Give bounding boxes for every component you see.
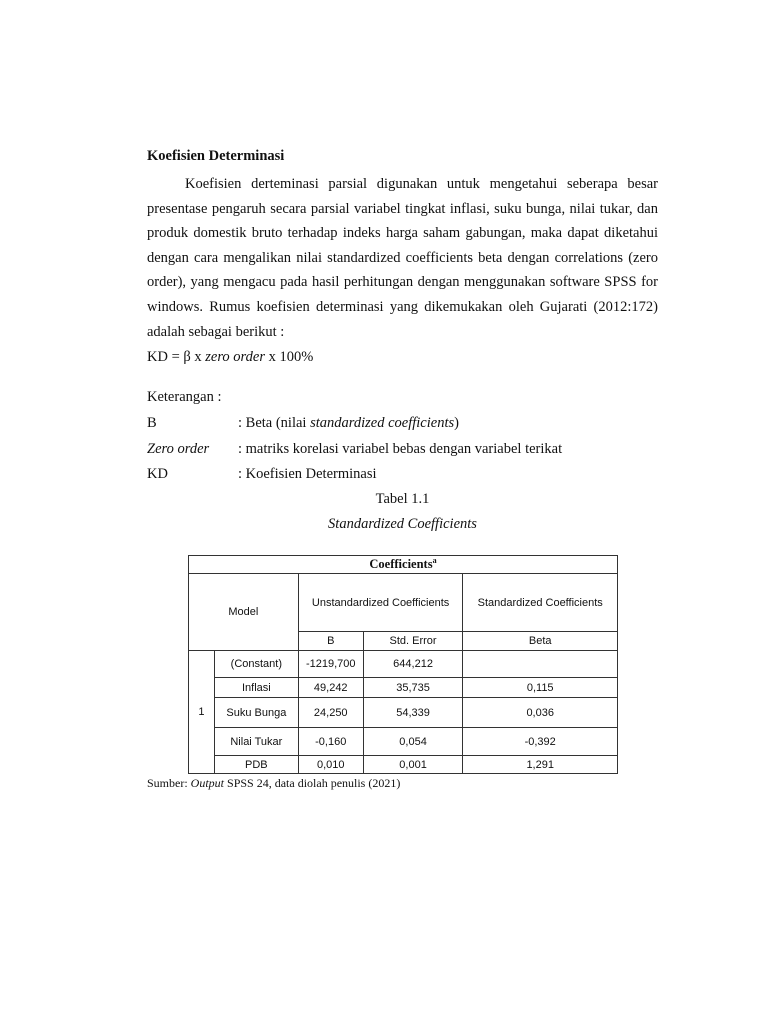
keterangan-title: Keterangan :	[147, 389, 222, 405]
model-number: 1	[189, 651, 215, 774]
row-name: Inflasi	[214, 678, 298, 698]
source-italic: Output	[190, 776, 225, 790]
row-b: 49,242	[298, 678, 363, 698]
row-beta: 0,115	[463, 678, 618, 698]
row-name: PDB	[214, 756, 298, 774]
row-std-error: 0,054	[363, 728, 463, 756]
row-beta: 0,036	[463, 698, 618, 728]
desc-suffix: )	[454, 415, 459, 431]
row-beta: -0,392	[463, 728, 618, 756]
subheader-std-error: Std. Error	[363, 632, 463, 651]
subheader-b: B	[298, 632, 363, 651]
row-b: -1219,700	[298, 651, 363, 678]
kd-formula	[147, 349, 313, 366]
table-row	[189, 678, 618, 698]
coefficients-table	[188, 555, 618, 774]
table-source	[147, 776, 400, 791]
table-title-cell	[189, 556, 618, 574]
desc-italic: standardized coefficients	[310, 415, 455, 431]
keterangan-desc: : matriks korelasi variabel bebas dengan variabel terikat	[238, 441, 563, 457]
header-standardized: Standardized Coefficients	[463, 574, 618, 632]
keterangan-term: KD	[147, 466, 168, 482]
row-b: -0,160	[298, 728, 363, 756]
table-number: Tabel 1.1	[375, 491, 430, 507]
table-row	[189, 728, 618, 756]
row-std-error: 0,001	[363, 756, 463, 774]
table-header-row	[189, 574, 618, 632]
keterangan-desc: : Koefisien Determinasi	[238, 466, 377, 482]
row-std-error: 35,735	[363, 678, 463, 698]
coefficients-title-sup: a	[432, 556, 437, 566]
table-title-row	[189, 556, 618, 574]
table-row	[189, 651, 618, 678]
table-row	[189, 756, 618, 774]
row-b: 0,010	[298, 756, 363, 774]
row-name: Nilai Tukar	[214, 728, 298, 756]
row-std-error: 644,212	[363, 651, 463, 678]
keterangan-term: B	[147, 415, 157, 431]
section-paragraph: Koefisien derteminasi parsial digunakan untuk mengetahui seberapa besar presentase pengaruh secara parsial variabel tingkat inflasi, suku bunga, nilai tukar, dan produk domestik bruto terhadap indeks harga saham gabungan, maka dapat diketahui dengan cara mengalikan nilai standardized coefficients beta dengan correlations (zero order), yang mengacu pada hasil perhitungan dengan menggunakan software SPSS for windows. Rumus koefisien determinasi yang dikemukakan oleh Gujarati (2012:172) adalah sebagai berikut :	[147, 176, 658, 340]
keterangan-desc	[238, 415, 459, 432]
table-row	[189, 698, 618, 728]
section-heading: Koefisien Determinasi	[147, 148, 285, 164]
row-beta: 1,291	[463, 756, 618, 774]
desc-prefix: : Beta (nilai	[238, 415, 311, 431]
source-suffix: SPSS 24, data diolah penulis (2021)	[224, 776, 401, 790]
header-model: Model	[189, 574, 299, 651]
row-beta	[463, 651, 618, 678]
header-unstandardized: Unstandardized Coefficients	[298, 574, 463, 632]
row-name: Suku Bunga	[214, 698, 298, 728]
row-name: (Constant)	[214, 651, 298, 678]
formula-suffix: x 100%	[265, 349, 314, 365]
row-std-error: 54,339	[363, 698, 463, 728]
keterangan-term: Zero order	[147, 441, 210, 457]
subheader-beta: Beta	[463, 632, 618, 651]
formula-italic: zero order	[205, 349, 265, 365]
row-b: 24,250	[298, 698, 363, 728]
formula-prefix: KD = β x	[147, 349, 206, 365]
source-prefix: Sumber:	[147, 776, 191, 790]
table-title: Standardized Coefficients	[328, 516, 477, 532]
coefficients-title: Coefficients	[369, 557, 433, 572]
